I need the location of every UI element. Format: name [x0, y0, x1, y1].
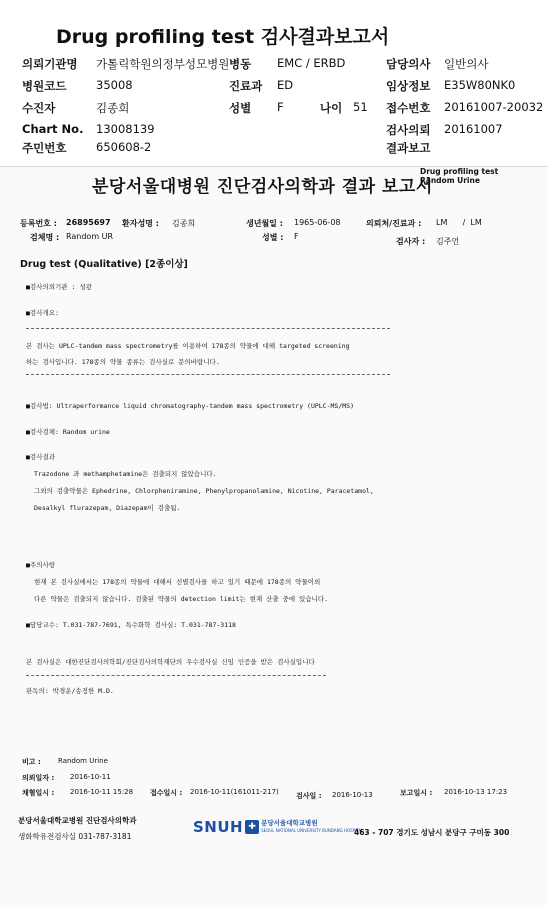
field-value: F — [277, 100, 284, 114]
field-value: 650608-2 — [96, 140, 152, 154]
caution-text: 다른 약물은 검출되지 않습니다. 검출된 약물의 detection limit는 현재 산출 중에 있습니다. — [34, 595, 329, 603]
result-text: 그외의 검출약물은 Ephedrine, Chlorpheniramine, Phenylpropanolamine, Nicotine, Paracetamol, — [34, 487, 374, 495]
field-label: 검사의뢰 — [386, 123, 431, 137]
field-label: 병동 — [229, 57, 252, 71]
field-label: 임상정보 — [386, 79, 431, 93]
logo-subtitle-en: SEOUL NATIONAL UNIVERSITY BUNDANG HOSPITAL — [261, 828, 364, 833]
page-title: Drug profiling test 검사결과보고서 — [56, 26, 390, 48]
requesting-org: ■검사의뢰기관 : 성광 — [26, 283, 92, 291]
tester-value: 김주언 — [436, 237, 460, 246]
receipt-value: 2016-10-11(161011-217) — [190, 788, 279, 796]
lab-footer: 생화학유전검사실 031-787-3181 — [18, 832, 132, 841]
exam-date-label: 검사일 : — [296, 792, 322, 800]
field-label: 주민번호 — [22, 141, 67, 155]
field-value: 13008139 — [96, 122, 155, 136]
contact-line: ■담당교수: T.031-787-7691, 특수화학 검사실: T.031-787-3118 — [26, 621, 236, 629]
logo-subtitle: 분당서울대학교병원 — [261, 819, 318, 827]
caution-heading: ■주의사항 — [26, 561, 56, 569]
logo-text: SNUH — [193, 818, 244, 836]
field-value: ED — [277, 78, 294, 92]
hospital-logo — [193, 818, 363, 836]
collection-value: 2016-10-11 15:28 — [70, 788, 134, 796]
certification-line: 본 검사실은 대한진단검사의학회/진단검사의학재단의 우수검사실 신임 인증을 받은 검사실입니다 — [26, 658, 315, 666]
field-label: 병원코드 — [22, 79, 67, 93]
specimen-label: 검체명 : — [30, 233, 60, 242]
caution-text: 현재 본 검사실에서는 178종의 약물에 대해서 선별검사를 하고 있기 때문에 178종의 약물이외 — [34, 578, 321, 586]
field-value: E35W80NK0 — [444, 78, 516, 92]
reader-line: 판독의: 박경운/송정한 M.D. — [26, 687, 114, 695]
divider — [26, 328, 390, 329]
field-value: 20161007-20032 — [444, 100, 544, 114]
overview-heading: ■검사개요: — [26, 309, 59, 317]
sex-label: 성별 : — [262, 233, 284, 242]
report-title: 분당서울대병원 진단검사의학과 결과 보고서 — [92, 177, 433, 197]
result-text: Trazodone 과 methamphetamine은 검출되지 않았습니다. — [34, 470, 217, 478]
field-label: 담당의사 — [386, 57, 431, 71]
stamp-line: Drug profiling test — [420, 167, 499, 176]
report-header — [0, 0, 548, 166]
divider — [26, 675, 326, 676]
sex-value: F — [294, 232, 299, 241]
header-row-1 — [22, 56, 78, 72]
field-value: 김종희 — [96, 101, 130, 115]
specimen-value: Random UR — [66, 232, 114, 241]
receipt-label: 접수일시 : — [150, 789, 183, 797]
exam-date-value: 2016-10-13 — [332, 791, 373, 799]
test-name: Drug test (Qualitative) [2종이상] — [20, 259, 188, 270]
overview-text: 하는 검사입니다. 178종의 약물 종류는 검사실로 문의바랍니다. — [26, 358, 220, 366]
field-value: 51 — [353, 100, 368, 114]
dept-value: LM / LM — [436, 218, 482, 227]
reg-no-label: 등록번호 : — [20, 219, 57, 228]
field-label: 결과보고 — [386, 141, 431, 155]
divider — [26, 374, 390, 375]
overview-text: 본 검사는 UPLC-tandem mass spectrometry를 이용하여 178종의 약물에 대해 targeted screening — [26, 342, 350, 350]
patient-name-value: 김종희 — [172, 219, 196, 228]
dept-label: 의뢰처/진료과 : — [366, 219, 422, 228]
dob-label: 생년월일 : — [246, 219, 283, 228]
field-label: 나이 — [320, 101, 343, 115]
result-text: Desalkyl flurazepam, Diazepam이 검출됨. — [34, 504, 181, 512]
field-value: 35008 — [96, 78, 133, 92]
specimen-line: ■검사검체: Random urine — [26, 428, 110, 436]
logo-mark-icon: ✚ — [245, 820, 259, 834]
test-stamp — [420, 167, 498, 185]
field-label: 의뢰기관명 — [22, 57, 78, 71]
field-value: 20161007 — [444, 122, 503, 136]
request-date-label: 의뢰일자 : — [22, 774, 55, 782]
field-value: 가톨릭학원의정부성모병원 — [96, 57, 230, 71]
field-label: 성별 — [229, 101, 252, 115]
tester-label: 검사자 : — [396, 237, 426, 246]
dob-value: 1965-06-08 — [294, 218, 341, 227]
reg-no-value: 26895697 — [66, 218, 111, 227]
department-footer: 분당서울대학교병원 진단검사의학과 — [18, 816, 137, 825]
field-value: EMC / ERBD — [277, 56, 346, 70]
hospital-address: 463 - 707 경기도 성남시 분당구 구미동 300 — [354, 828, 510, 837]
patient-name-label: 환자성명 : — [122, 219, 159, 228]
field-label: 수진자 — [22, 101, 56, 115]
collection-label: 채혈일시 : — [22, 789, 55, 797]
result-heading: ■검사결과 — [26, 453, 56, 461]
report-date-label: 보고일시 : — [400, 789, 433, 797]
note-label: 비고 : — [22, 758, 41, 766]
method-line: ■검사법: Ultraperformance liquid chromatography-tandem mass spectrometry (UPLC-MS/MS) — [26, 402, 354, 410]
report-date-value: 2016-10-13 17:23 — [444, 788, 508, 796]
note-value: Random Urine — [58, 757, 108, 765]
request-date-value: 2016-10-11 — [70, 773, 111, 781]
field-label: 진료과 — [229, 79, 263, 93]
field-label: 접수번호 — [386, 101, 431, 115]
field-value: 일반의사 — [444, 57, 489, 71]
stamp-line: Random Urine — [420, 176, 480, 185]
field-label: Chart No. — [22, 122, 84, 136]
